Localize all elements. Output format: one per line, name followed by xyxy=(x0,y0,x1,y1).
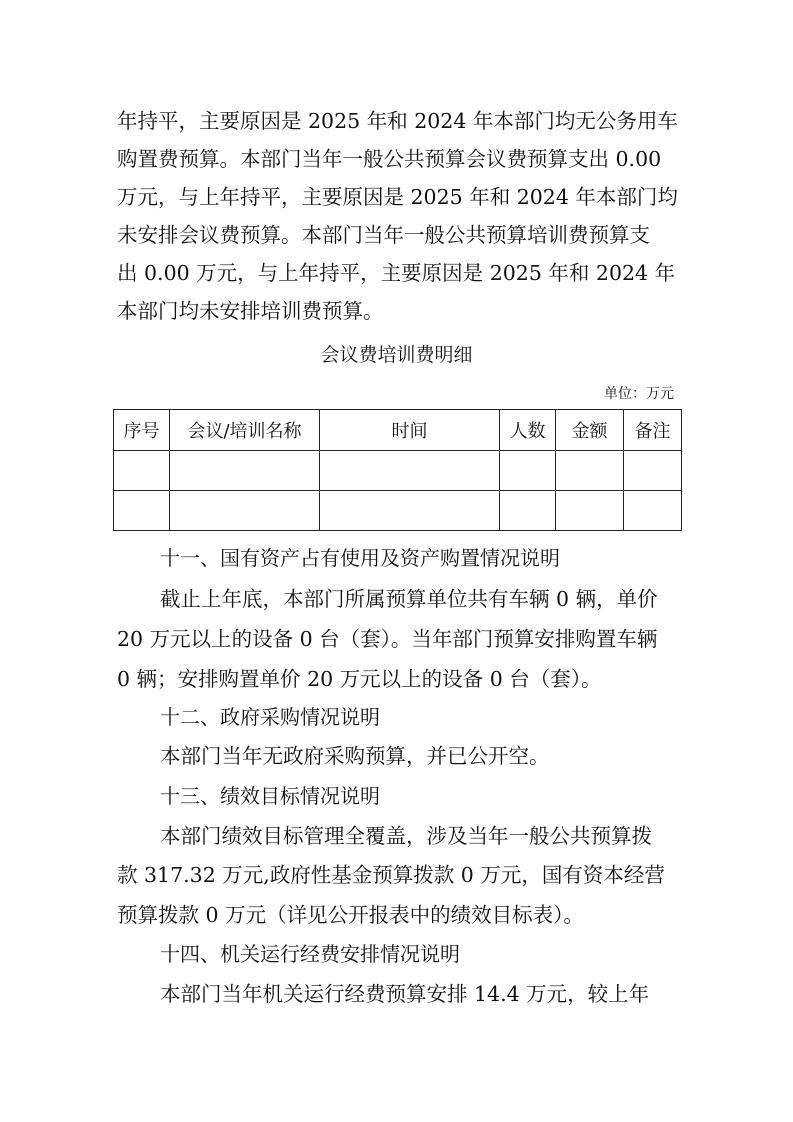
body-line: 未安排会议费预算。本部门当年一般公共预算培训费预算支 xyxy=(117,223,650,247)
table-cell xyxy=(556,491,624,531)
header-name: 会议/培训名称 xyxy=(170,410,320,451)
section-heading: 十四、机关运行经费安排情况说明 xyxy=(160,942,460,966)
table-cell xyxy=(500,491,556,531)
table-cell xyxy=(500,451,556,491)
body-line: 万元，与上年持平，主要原因是 2025 年和 2024 年本部门均 xyxy=(117,185,678,209)
table-cell xyxy=(624,491,682,531)
body-line: 本部门当年机关运行经费预算安排 14.4 万元，较上年 xyxy=(160,982,650,1006)
section-heading: 十三、绩效目标情况说明 xyxy=(160,784,380,808)
table-cell xyxy=(114,491,170,531)
table-cell xyxy=(624,451,682,491)
section-heading: 十二、政府采购情况说明 xyxy=(160,705,380,729)
body-line: 出 0.00 万元，与上年持平，主要原因是 2025 年和 2024 年 xyxy=(117,261,676,285)
table-unit: 单位：万元 xyxy=(604,386,674,402)
header-headcount: 人数 xyxy=(500,410,556,451)
table-row xyxy=(114,491,682,531)
body-line: 款 317.32 万元,政府性基金预算拨款 0 万元，国有资本经营 xyxy=(117,863,665,887)
table-caption: 会议费培训费明细 xyxy=(320,344,473,366)
body-line: 截止上年底，本部门所属预算单位共有车辆 0 辆，单价 xyxy=(160,587,658,611)
table-cell xyxy=(320,451,500,491)
body-line: 0 辆；安排购置单价 20 万元以上的设备 0 台（套）。 xyxy=(117,667,602,691)
table-cell xyxy=(320,491,500,531)
header-amount: 金额 xyxy=(556,410,624,451)
body-line: 本部门当年无政府采购预算，并已公开空。 xyxy=(160,744,550,768)
body-line: 预算拨款 0 万元（详见公开报表中的绩效目标表）。 xyxy=(117,903,584,927)
body-line: 本部门均未安排培训费预算。 xyxy=(117,299,384,323)
body-line: 本部门绩效目标管理全覆盖，涉及当年一般公共预算拨 xyxy=(160,824,652,848)
body-line: 年持平，主要原因是 2025 年和 2024 年本部门均无公务用车 xyxy=(117,109,678,133)
table-header-row xyxy=(114,410,682,451)
section-heading: 十一、国有资产占有使用及资产购置情况说明 xyxy=(160,546,560,570)
table-cell xyxy=(114,451,170,491)
table-cell xyxy=(556,451,624,491)
table-cell xyxy=(170,491,320,531)
header-time: 时间 xyxy=(320,410,500,451)
table-cell xyxy=(170,451,320,491)
body-line: 20 万元以上的设备 0 台（套）。当年部门预算安排购置车辆 xyxy=(117,627,658,651)
table-row xyxy=(114,451,682,491)
header-index: 序号 xyxy=(114,410,170,451)
body-line: 购置费预算。本部门当年一般公共预算会议费预算支出 0.00 xyxy=(117,147,662,171)
meeting-training-fee-table xyxy=(113,409,682,531)
header-remark: 备注 xyxy=(624,410,682,451)
